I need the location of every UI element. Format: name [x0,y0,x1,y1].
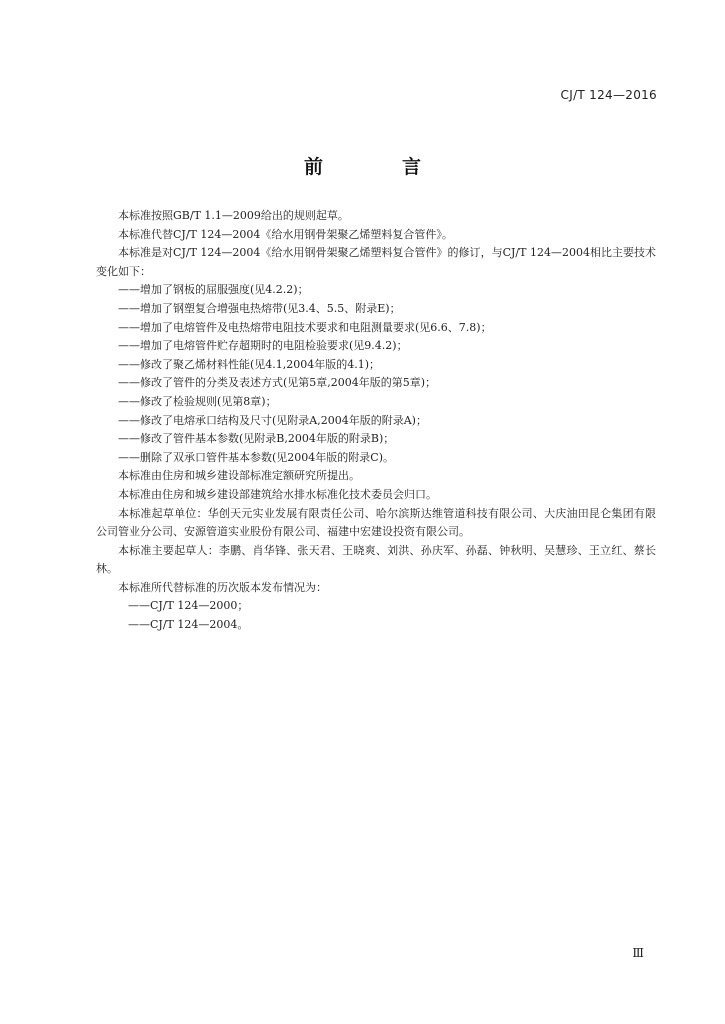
change-item: ——增加了钢塑复合增强电热熔带(见3.4、5.5、附录E)； [118,301,401,315]
standard-code: CJ/T 124—2016 [560,88,657,102]
paragraph-proposed-by: 本标准由住房和城乡建设部标准定额研究所提出。 [118,469,360,483]
change-item: ——增加了钢板的屈服强度(见4.2.2)； [118,283,309,297]
history-item: ——CJ/T 124—2004。 [128,618,249,632]
paragraph-drafting-rules: 本标准按照GB/T 1.1—2009给出的规则起草。 [118,209,349,222]
change-item: ——增加了电熔管件贮存超期时的电阻检验要求(见9.4.2)； [118,339,408,353]
change-item: ——修改了检验规则(见第8章)； [118,394,277,408]
page-number: Ⅲ [632,946,644,960]
change-item: ——修改了管件的分类及表述方式(见第5章,2004年版的第5章)； [118,376,437,390]
history-item: ——CJ/T 124—2000； [128,599,249,613]
change-item: ——增加了电熔管件及电热熔带电阻技术要求和电阻测量要求(见6.6、7.8)； [118,320,492,334]
change-item: ——修改了管件基本参数(见附录B,2004年版的附录B)； [118,432,395,446]
change-item: ——修改了电熔承口结构及尺寸(见附录A,2004年版的附录A)； [118,413,427,427]
paragraph-replaces: 本标准代替CJ/T 124—2004《给水用钢骨架聚乙烯塑料复合管件》。 [118,227,453,241]
paragraph-managed-by: 本标准由住房和城乡建设部建筑给水排水标准化技术委员会归口。 [118,487,437,501]
paragraph-history-intro: 本标准所代替标准的历次版本发布情况为： [118,580,327,594]
page-title: 前 言 [303,156,451,178]
paragraph-drafters: 本标准主要起草人：李鹏、肖华锋、张天君、王晓爽、刘洪、孙庆军、孙磊、钟秋明、吴慧珍、王立红、蔡长林。 [96,543,656,576]
change-item: ——删除了双承口管件基本参数(见2004年版的附录C)。 [118,450,394,464]
change-item: ——修改了聚乙烯材料性能(见4.1,2004年版的4.1)； [118,357,381,371]
paragraph-drafting-units: 本标准起草单位：华创天元实业发展有限责任公司、哈尔滨斯达维管道科技有限公司、大庆油田昆仑集团有限公司管业分公司、安源管道实业股份有限公司、福建中宏建设投资有限公司。 [96,506,656,539]
paragraph-revision-intro: 本标准是对CJ/T 124—2004《给水用钢骨架聚乙烯塑料复合管件》的修订，与CJ/T 124—2004相比主要技术变化如下： [96,246,656,278]
foreword-body [96,207,656,635]
